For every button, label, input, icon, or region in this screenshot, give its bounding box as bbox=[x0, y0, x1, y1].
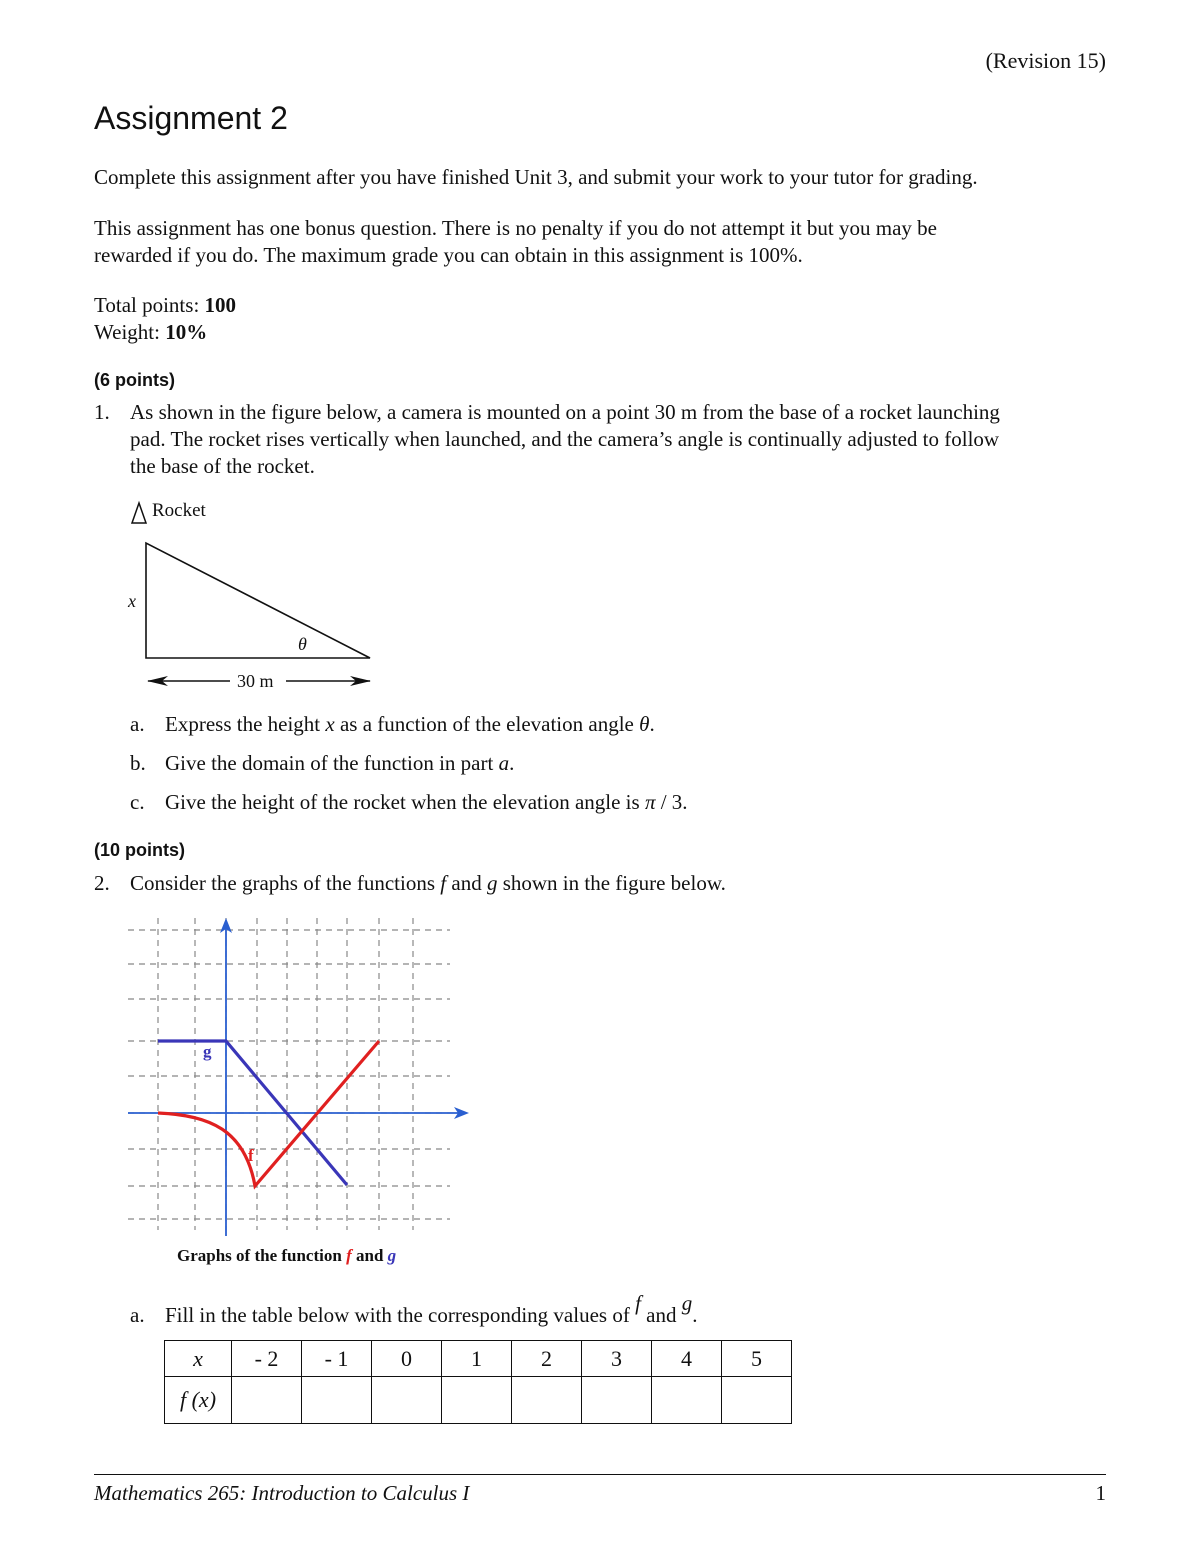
g-curve-label: g bbox=[203, 1042, 212, 1061]
q1-part-a bbox=[165, 711, 655, 738]
footer-divider bbox=[94, 1474, 1106, 1475]
table-cell-fx-empty[interactable] bbox=[442, 1377, 512, 1424]
q1-part-a-text-2: as a function of the elevation angle bbox=[334, 712, 640, 736]
grid bbox=[128, 918, 450, 1230]
q1-part-a-text-3: . bbox=[649, 712, 655, 736]
q1-number: 1. bbox=[94, 400, 110, 424]
q1-points: (6 points) bbox=[94, 370, 175, 390]
page-title: Assignment 2 bbox=[94, 100, 288, 136]
footer-page-number: 1 bbox=[1095, 1481, 1106, 1505]
intro-paragraph-2-line-1: This assignment has one bonus question. There is no penalty if you do not attempt it but you may be bbox=[94, 216, 937, 240]
q1-part-c-text-2: / 3. bbox=[655, 790, 688, 814]
q1-part-b-text-2: . bbox=[509, 751, 515, 775]
q1-text-line-3: the base of the rocket. bbox=[130, 454, 315, 478]
function-graph bbox=[120, 910, 480, 1250]
table-cell-x-value: 3 bbox=[582, 1341, 652, 1377]
height-label: x bbox=[128, 591, 136, 611]
angle-label: θ bbox=[298, 634, 307, 654]
table-cell-fx-empty[interactable] bbox=[372, 1377, 442, 1424]
table-cell-fx-empty[interactable] bbox=[302, 1377, 372, 1424]
graph-caption-f: f bbox=[346, 1246, 352, 1265]
table-header-x: x bbox=[165, 1341, 232, 1377]
table-header-fx: f (x) bbox=[165, 1377, 232, 1424]
q1-part-a-text: Express the height bbox=[165, 712, 326, 736]
table-row-fx bbox=[165, 1377, 792, 1424]
graph-caption-text: Graphs of the function bbox=[177, 1246, 347, 1265]
intro-paragraph-1: Complete this assignment after you have finished Unit 3, and submit your work to your tutor for grading. bbox=[94, 165, 978, 189]
values-table bbox=[164, 1340, 792, 1424]
triangle bbox=[146, 543, 370, 658]
q1-part-b-text: Give the domain of the function in part bbox=[165, 751, 499, 775]
revision-label: (Revision 15) bbox=[985, 48, 1106, 73]
q1-part-a-var-theta: θ bbox=[639, 712, 650, 736]
weight bbox=[94, 319, 207, 346]
q1-part-b-letter: b. bbox=[130, 751, 146, 775]
table-cell-fx-empty[interactable] bbox=[722, 1377, 792, 1424]
table-row-x bbox=[165, 1341, 792, 1377]
q2-number: 2. bbox=[94, 871, 110, 895]
table-cell-x-value: 1 bbox=[442, 1341, 512, 1377]
table-cell-fx-empty[interactable] bbox=[652, 1377, 722, 1424]
q2-text-a: Consider the graphs of the functions bbox=[130, 871, 441, 895]
q2-var-f: f bbox=[440, 871, 447, 895]
graph-caption bbox=[177, 1246, 396, 1266]
table-cell-x-value: 4 bbox=[652, 1341, 722, 1377]
footer-course: Mathematics 265: Introduction to Calculus I bbox=[94, 1481, 470, 1505]
graph-caption-g: g bbox=[387, 1246, 397, 1265]
q1-part-c-var-pi: π bbox=[644, 790, 656, 814]
table-cell-x-value: 2 bbox=[512, 1341, 582, 1377]
q2-text bbox=[130, 870, 726, 897]
q2-part-a-text: Fill in the table below with the corresponding values of bbox=[165, 1303, 636, 1327]
q1-text-line-1: As shown in the figure below, a camera is mounted on a point 30 m from the base of a rocket launching bbox=[130, 400, 1000, 424]
total-points-value: 100 bbox=[204, 293, 237, 317]
table-cell-x-value: - 1 bbox=[302, 1341, 372, 1377]
table-cell-fx-empty[interactable] bbox=[582, 1377, 652, 1424]
q1-text-line-2: pad. The rocket rises vertically when launched, and the camera’s angle is continually adjusted to follow bbox=[130, 427, 1000, 451]
q2-points: (10 points) bbox=[94, 840, 186, 860]
q2-part-a-var-g: g bbox=[681, 1291, 693, 1315]
q1-part-c-letter: c. bbox=[130, 790, 145, 814]
q2-part-a-var-f: f bbox=[635, 1291, 641, 1315]
table-cell-fx-empty[interactable] bbox=[512, 1377, 582, 1424]
q1-part-a-letter: a. bbox=[130, 712, 145, 736]
q2-text-b: and bbox=[446, 871, 487, 895]
q2-text-c: shown in the figure below. bbox=[497, 871, 726, 895]
q1-part-a-var-x: x bbox=[325, 712, 335, 736]
table-cell-fx-empty[interactable] bbox=[232, 1377, 302, 1424]
rocket-label: Rocket bbox=[152, 500, 206, 521]
intro-paragraph-2-line-2: rewarded if you do. The maximum grade you can obtain in this assignment is 100%. bbox=[94, 243, 803, 267]
table-cell-x-value: 5 bbox=[722, 1341, 792, 1377]
total-points bbox=[94, 292, 236, 319]
rocket-icon bbox=[132, 503, 146, 523]
graph-caption-and: and bbox=[351, 1246, 388, 1265]
base-label: 30 m bbox=[237, 671, 274, 691]
table-cell-x-value: - 2 bbox=[232, 1341, 302, 1377]
rocket-figure bbox=[120, 495, 400, 695]
q2-part-a-and: and bbox=[640, 1303, 682, 1327]
total-points-label: Total points: bbox=[94, 293, 205, 317]
q2-part-a bbox=[165, 1291, 698, 1329]
q1-part-c bbox=[165, 789, 688, 816]
q2-var-g: g bbox=[486, 871, 498, 895]
f-curve-label: f bbox=[248, 1146, 254, 1165]
table-cell-x-value: 0 bbox=[372, 1341, 442, 1377]
q1-part-c-text: Give the height of the rocket when the elevation angle is bbox=[165, 790, 645, 814]
weight-value: 10% bbox=[165, 320, 208, 344]
q1-part-b-var-a: a bbox=[498, 751, 510, 775]
q1-part-b bbox=[165, 750, 514, 777]
weight-label: Weight: bbox=[94, 320, 166, 344]
q2-part-a-end: . bbox=[692, 1303, 698, 1327]
q2-part-a-letter: a. bbox=[130, 1303, 145, 1327]
